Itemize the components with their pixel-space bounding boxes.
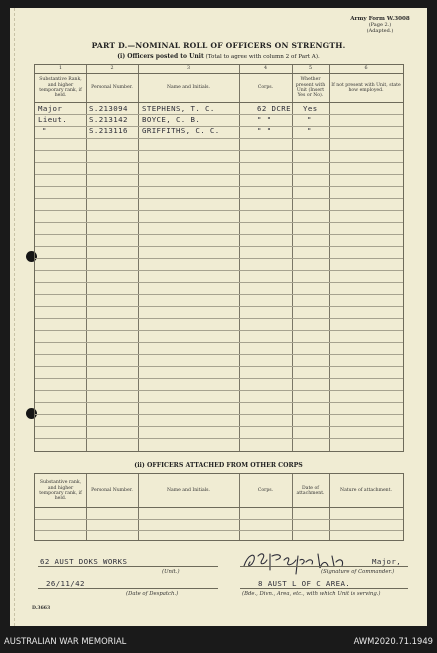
section1-title <box>10 53 427 60</box>
unit-label: (Unit.) <box>162 569 180 575</box>
col-header-name: Name and Initials. <box>167 85 210 91</box>
form-adapted-label: (Adapted.) <box>366 28 394 35</box>
officer-2-rank: Lieut. <box>38 115 68 124</box>
unit-underline <box>38 566 218 567</box>
signature-label: (Signature of Commander.) <box>321 569 395 575</box>
officer-1-present: Yes <box>303 104 318 113</box>
col-header-present: Whether present with Unit (Insert Yes or No). <box>295 77 326 99</box>
col2-header-number: Personal Number. <box>91 488 133 494</box>
officer-3-rank: " <box>42 126 47 135</box>
archive-source: AUSTRALIAN WAR MEMORIAL <box>4 636 127 646</box>
col-num-2: 2 <box>110 66 114 71</box>
despatch-date-label: (Date of Despatch.) <box>126 591 179 597</box>
unit-value: 62 AUST DOKS WORKS <box>40 557 128 566</box>
col-header-corps: Corps. <box>257 85 274 91</box>
officers-posted-table <box>34 64 404 452</box>
area-value: 8 AUST L OF C AREA. <box>258 579 351 588</box>
officer-1-number: S.213094 <box>89 104 128 113</box>
col2-header-name: Name and Initials. <box>167 488 210 494</box>
col-header-employment: If not present with Unit, state how employed. <box>331 82 401 93</box>
officer-2-corps: " " <box>257 115 272 124</box>
officer-1-name: STEPHENS, T. C. <box>142 104 215 113</box>
part-title: PART D.—NOMINAL ROLL OF OFFICERS ON STRENGTH. <box>91 41 346 50</box>
form-page <box>10 8 427 626</box>
area-underline <box>240 588 408 589</box>
officer-2-number: S.213142 <box>89 115 128 124</box>
officer-2-present: " <box>307 115 312 124</box>
col2-header-corps: Corps. <box>257 488 274 494</box>
form-number: Army Form W.3008 <box>350 16 410 22</box>
date-underline <box>38 588 218 589</box>
perforation-line <box>14 8 15 626</box>
archive-id: AWM2020.71.1949 <box>353 636 433 646</box>
section1-heading: (i) Officers posted to Unit <box>117 53 204 60</box>
col2-header-rank: Substantive rank, and higher temporary rank, if held. <box>39 480 82 502</box>
col-num-1: 1 <box>58 66 63 71</box>
signature-rank: Major, <box>372 557 402 566</box>
section1-note: (Total to agree with column 2 of Part A). <box>205 54 320 60</box>
col-num-4: 4 <box>263 66 268 71</box>
section2-title: (ii) OFFICERS ATTACHED FROM OTHER CORPS <box>134 462 303 469</box>
print-code: D.3663 <box>32 606 51 611</box>
form-page-label: (Page 2.) <box>368 22 392 29</box>
col-num-5: 5 <box>308 66 313 71</box>
officers-attached-table <box>34 473 404 541</box>
despatch-date-value: 26/11/42 <box>46 579 85 588</box>
form-identifier <box>345 16 415 35</box>
col-num-3: 3 <box>186 66 191 71</box>
area-label: (Bde., Divn., Area, etc., with which Unit is serving.) <box>242 591 381 597</box>
col2-header-date: Date of attachment. <box>296 485 325 496</box>
col2-header-nature: Nature of attachment. <box>340 488 392 494</box>
officer-3-corps: " " <box>257 126 272 135</box>
officer-3-number: S.213116 <box>89 126 128 135</box>
col-num-6: 6 <box>364 66 368 71</box>
officer-1-rank: Major <box>38 104 63 113</box>
officer-3-name: GRIFFITHS, C. C. <box>142 126 220 135</box>
col-header-number: Personal Number. <box>91 85 133 91</box>
signature-underline <box>240 566 408 567</box>
officer-2-name: BOYCE, C. B. <box>142 115 201 124</box>
officer-1-corps: 62 DCRE <box>257 104 291 113</box>
officer-3-present: " <box>307 126 312 135</box>
col-header-rank: Substantive Rank, and higher temporary rank, if held. <box>39 77 82 99</box>
archive-caption <box>0 636 437 650</box>
